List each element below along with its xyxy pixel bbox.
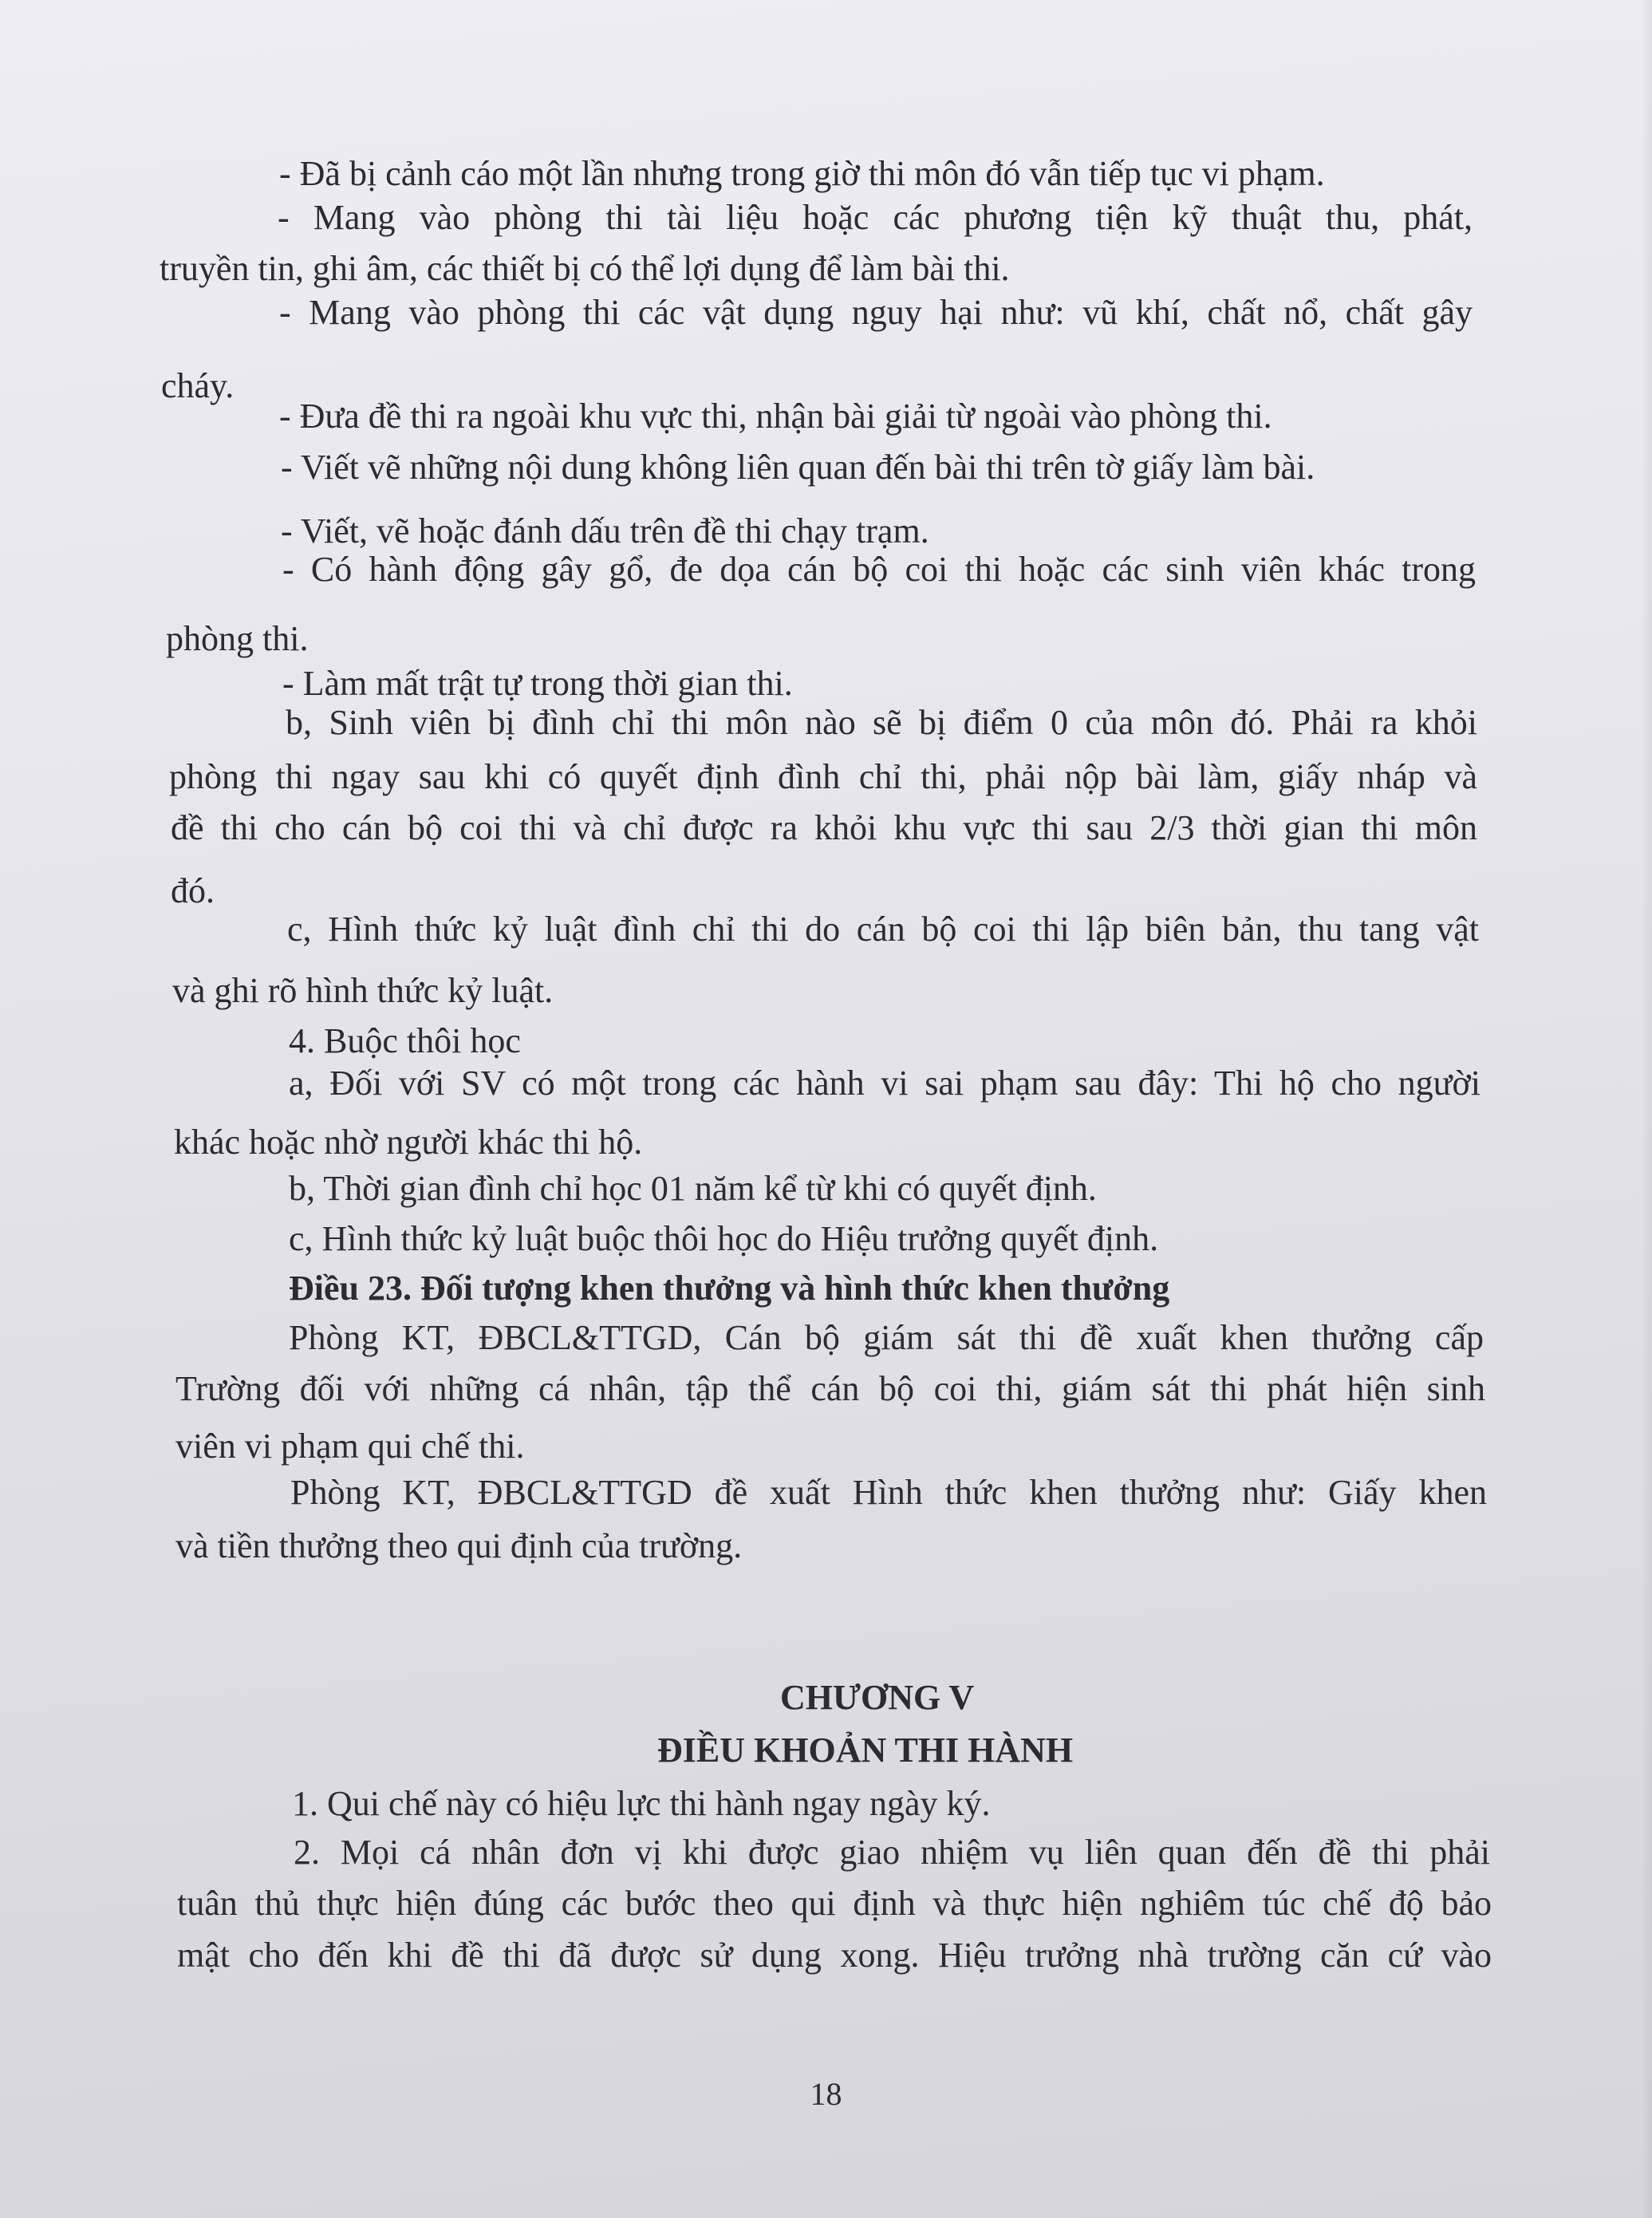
text-line: - Đưa đề thi ra ngoài khu vực thi, nhận bài giải từ ngoài vào phòng thi. [279, 397, 1272, 436]
text-line: 4. Buộc thôi học [289, 1021, 521, 1060]
text-line: viên vi phạm qui chế thi. [175, 1427, 525, 1466]
text-line: - Đã bị cảnh cáo một lần nhưng trong giờ thi môn đó vẫn tiếp tục vi phạm. [279, 154, 1325, 193]
text-line: c, Hình thức kỷ luật buộc thôi học do Hiệu trưởng quyết định. [289, 1219, 1159, 1258]
text-line: b, Sinh viên bị đình chỉ thi môn nào sẽ bị điểm 0 của môn đó. Phải ra khỏi [286, 703, 1477, 742]
page-number: 18 [810, 2076, 842, 2112]
text-line: và ghi rõ hình thức kỷ luật. [172, 971, 554, 1010]
text-line: phòng thi. [166, 619, 309, 658]
text-line: Phòng KT, ĐBCL&TTGD, Cán bộ giám sát thi đề xuất khen thưởng cấp [289, 1318, 1484, 1357]
chapter-title: CHƯƠNG V [780, 1678, 975, 1717]
text-line: mật cho đến khi đề thi đã được sử dụng xong. Hiệu trưởng nhà trường căn cứ vào [177, 1936, 1492, 1975]
text-line: - Viết, vẽ hoặc đánh dấu trên đề thi chạy trạm. [281, 511, 929, 551]
text-line: 2. Mọi cá nhân đơn vị khi được giao nhiệm vụ liên quan đến đề thi phải [294, 1833, 1490, 1872]
text-line: truyền tin, ghi âm, các thiết bị có thể lợi dụng để làm bài thi. [160, 249, 1010, 288]
text-line: khác hoặc nhờ người khác thi hộ. [174, 1123, 643, 1162]
text-line: - Mang vào phòng thi các vật dụng nguy hại như: vũ khí, chất nổ, chất gây [279, 293, 1473, 332]
text-line: c, Hình thức kỷ luật đình chỉ thi do cán bộ coi thi lập biên bản, thu tang vật [287, 910, 1479, 949]
text-line: b, Thời gian đình chỉ học 01 năm kể từ khi có quyết định. [289, 1169, 1097, 1208]
text-line: tuân thủ thực hiện đúng các bước theo qui định và thực hiện nghiêm túc chế độ bảo [177, 1884, 1492, 1923]
text-line: - Làm mất trật tự trong thời gian thi. [282, 664, 793, 703]
text-line: đề thi cho cán bộ coi thi và chỉ được ra khỏi khu vực thi sau 2/3 thời gian thi môn [171, 808, 1477, 847]
chapter-subtitle: ĐIỀU KHOẢN THI HÀNH [657, 1731, 1074, 1770]
text-line: - Mang vào phòng thi tài liệu hoặc các phương tiện kỹ thuật thu, phát, [278, 198, 1473, 237]
text-line: phòng thi ngay sau khi có quyết định đình chỉ thi, phải nộp bài làm, giấy nháp và [169, 757, 1477, 796]
text-line: cháy. [161, 366, 235, 405]
text-line: Phòng KT, ĐBCL&TTGD đề xuất Hình thức khen thưởng như: Giấy khen [290, 1473, 1487, 1512]
text-line: 1. Qui chế này có hiệu lực thi hành ngay ngày ký. [292, 1784, 991, 1823]
text-line: - Có hành động gây gổ, đe dọa cán bộ coi thi hoặc các sinh viên khác trong [282, 550, 1476, 589]
text-line: Trường đối với những cá nhân, tập thể cán bộ coi thi, giám sát thi phát hiện sinh [175, 1369, 1485, 1408]
text-line: a, Đối với SV có một trong các hành vi sai phạm sau đây: Thi hộ cho người [289, 1064, 1480, 1103]
text-line: đó. [171, 871, 215, 910]
text-line: - Viết vẽ những nội dung không liên quan đến bài thi trên tờ giấy làm bài. [281, 448, 1315, 487]
text-line: và tiền thưởng theo qui định của trường. [175, 1526, 743, 1565]
section-heading: Điều 23. Đối tượng khen thưởng và hình thức khen thưởng [289, 1269, 1170, 1308]
